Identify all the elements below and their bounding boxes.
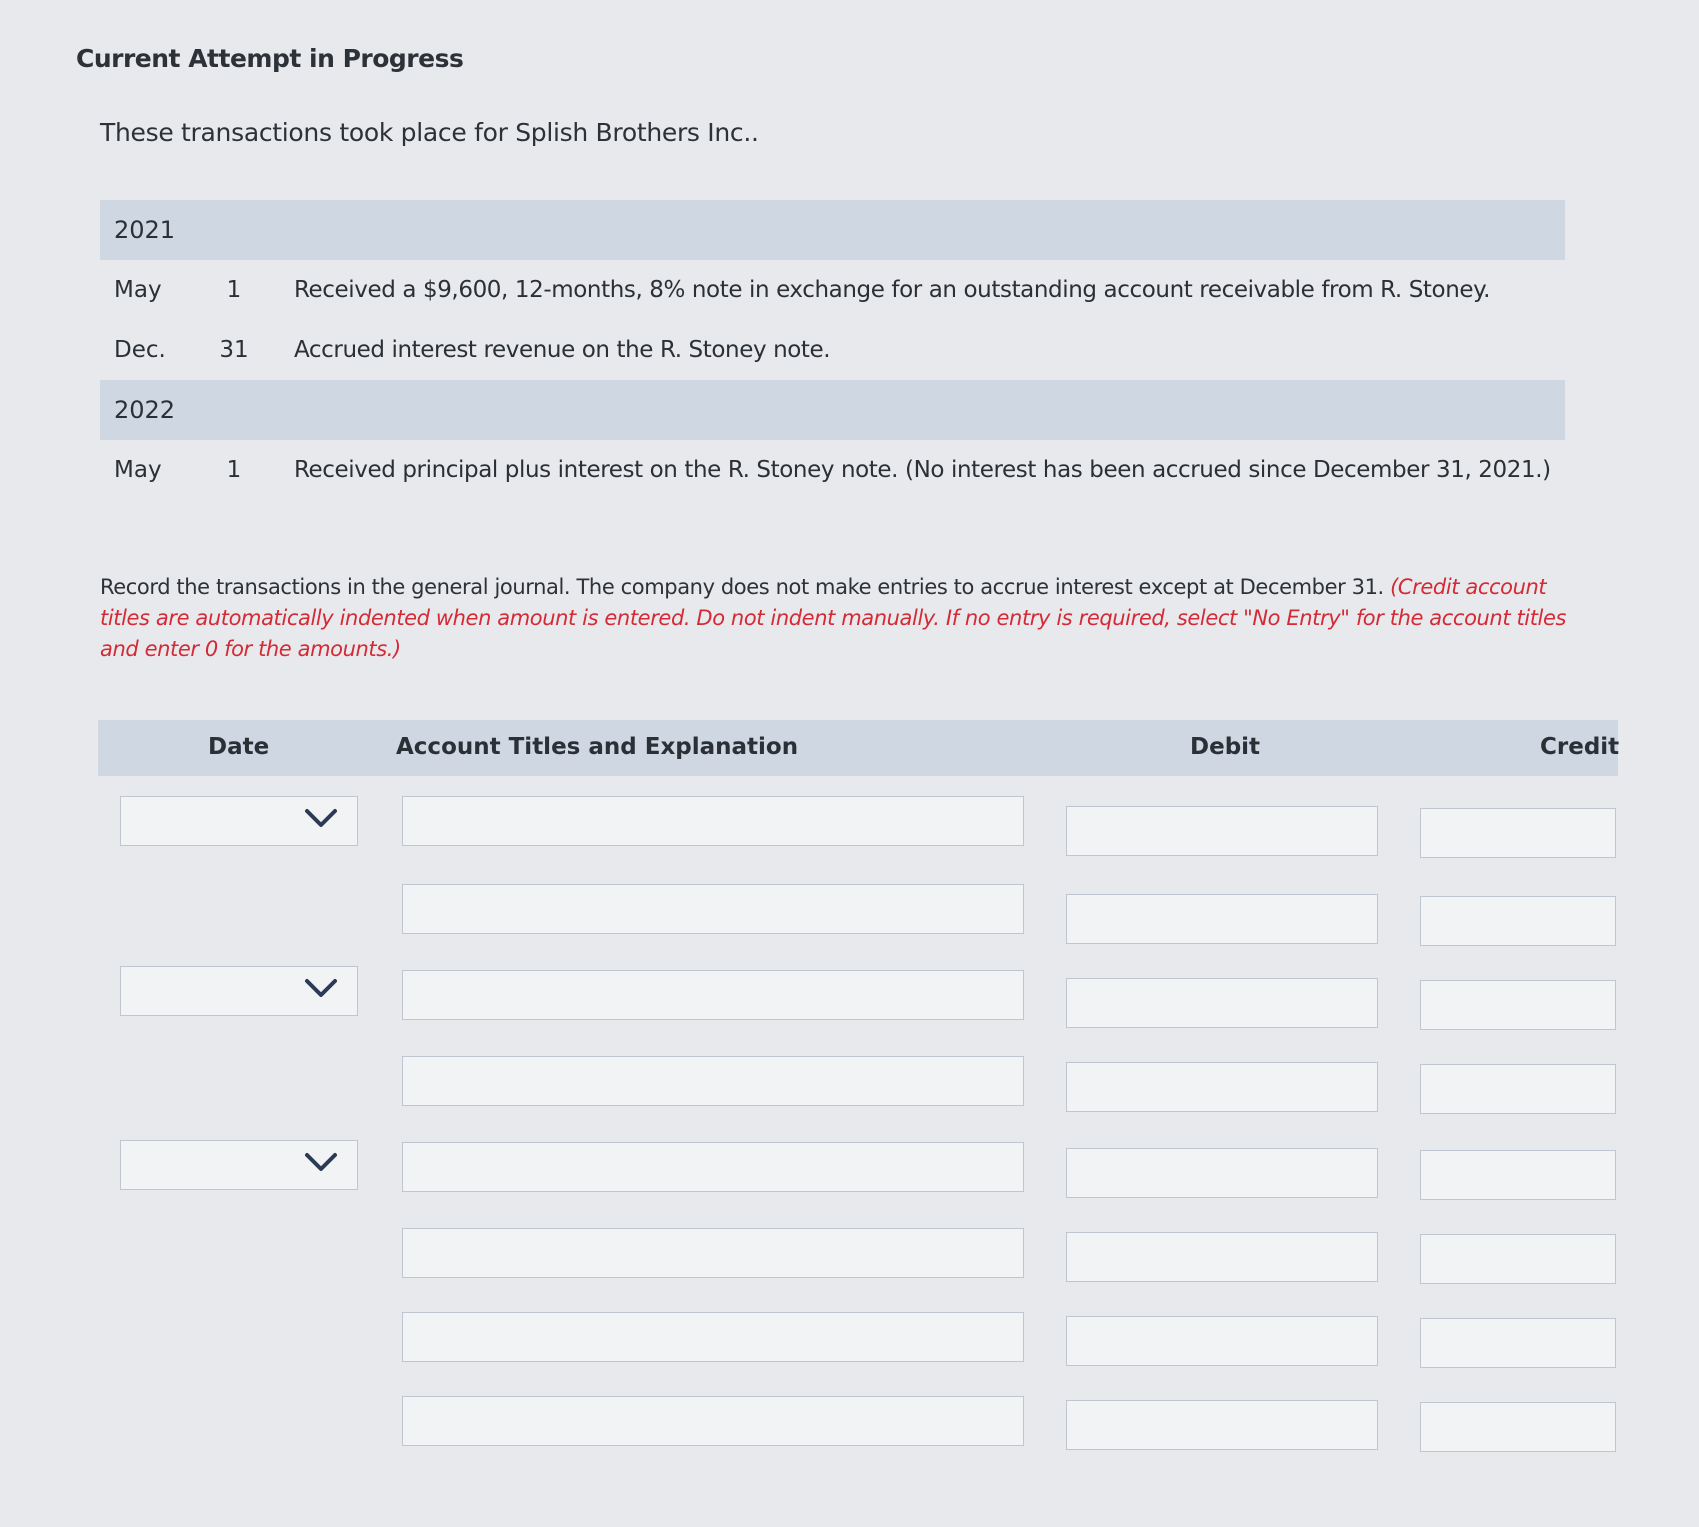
chevron-down-icon <box>303 1149 339 1177</box>
debit-input[interactable] <box>1066 1316 1378 1366</box>
debit-input[interactable] <box>1066 1400 1378 1450</box>
credit-input[interactable] <box>1420 808 1616 858</box>
transaction-day: 31 <box>219 337 249 363</box>
transaction-description: Accrued interest revenue on the R. Stoney note. <box>294 337 831 363</box>
credit-input[interactable] <box>1420 1318 1616 1368</box>
year-row-2021: 2021 <box>100 200 1565 260</box>
account-title-input[interactable] <box>402 1312 1024 1362</box>
transaction-row <box>100 440 1565 500</box>
account-title-input[interactable] <box>402 1228 1024 1278</box>
transaction-month: Dec. <box>114 337 166 363</box>
instructions-note: (Credit account titles are automatically indented when amount is entered. Do not indent manually. If no entry is required, select "No Entry" for the account titles and enter 0 for the amounts.) <box>100 575 1567 661</box>
credit-input[interactable] <box>1420 980 1616 1030</box>
debit-input[interactable] <box>1066 978 1378 1028</box>
debit-input[interactable] <box>1066 1062 1378 1112</box>
transaction-row <box>100 320 1565 380</box>
transaction-day: 1 <box>226 457 242 483</box>
credit-input[interactable] <box>1420 1402 1616 1452</box>
debit-input[interactable] <box>1066 894 1378 944</box>
debit-input[interactable] <box>1066 806 1378 856</box>
credit-input[interactable] <box>1420 1064 1616 1114</box>
transaction-description: Received principal plus interest on the R. Stoney note. (No interest has been accrued since December 31, 2021.) <box>294 457 1551 483</box>
account-title-input[interactable] <box>402 796 1024 846</box>
instructions-text: Record the transactions in the general journal. The company does not make entries to accrue interest except at December 31. <box>100 575 1384 599</box>
debit-input[interactable] <box>1066 1148 1378 1198</box>
header-debit: Debit <box>1190 734 1261 760</box>
chevron-down-icon <box>303 975 339 1003</box>
credit-input[interactable] <box>1420 1150 1616 1200</box>
transaction-row <box>100 260 1565 320</box>
account-title-input[interactable] <box>402 1142 1024 1192</box>
date-select[interactable] <box>120 1140 358 1190</box>
intro-text: These transactions took place for Splish Brothers Inc.. <box>100 118 759 147</box>
year-row-2022: 2022 <box>100 380 1565 440</box>
transaction-month: May <box>114 277 162 303</box>
header-date: Date <box>208 734 270 760</box>
debit-input[interactable] <box>1066 1232 1378 1282</box>
header-account-titles: Account Titles and Explanation <box>396 734 799 760</box>
account-title-input[interactable] <box>402 884 1024 934</box>
instructions <box>100 572 1600 665</box>
attempt-heading: Current Attempt in Progress <box>76 44 464 73</box>
transaction-day: 1 <box>226 277 242 303</box>
account-title-input[interactable] <box>402 1396 1024 1446</box>
credit-input[interactable] <box>1420 1234 1616 1284</box>
account-title-input[interactable] <box>402 970 1024 1020</box>
transaction-description: Received a $9,600, 12-months, 8% note in exchange for an outstanding account receivable from R. Stoney. <box>294 277 1490 303</box>
chevron-down-icon <box>303 805 339 833</box>
transactions-table <box>100 200 1565 500</box>
credit-input[interactable] <box>1420 896 1616 946</box>
date-select[interactable] <box>120 966 358 1016</box>
transaction-month: May <box>114 457 162 483</box>
journal-header <box>98 720 1618 776</box>
account-title-input[interactable] <box>402 1056 1024 1106</box>
header-credit: Credit <box>1540 734 1620 760</box>
date-select[interactable] <box>120 796 358 846</box>
